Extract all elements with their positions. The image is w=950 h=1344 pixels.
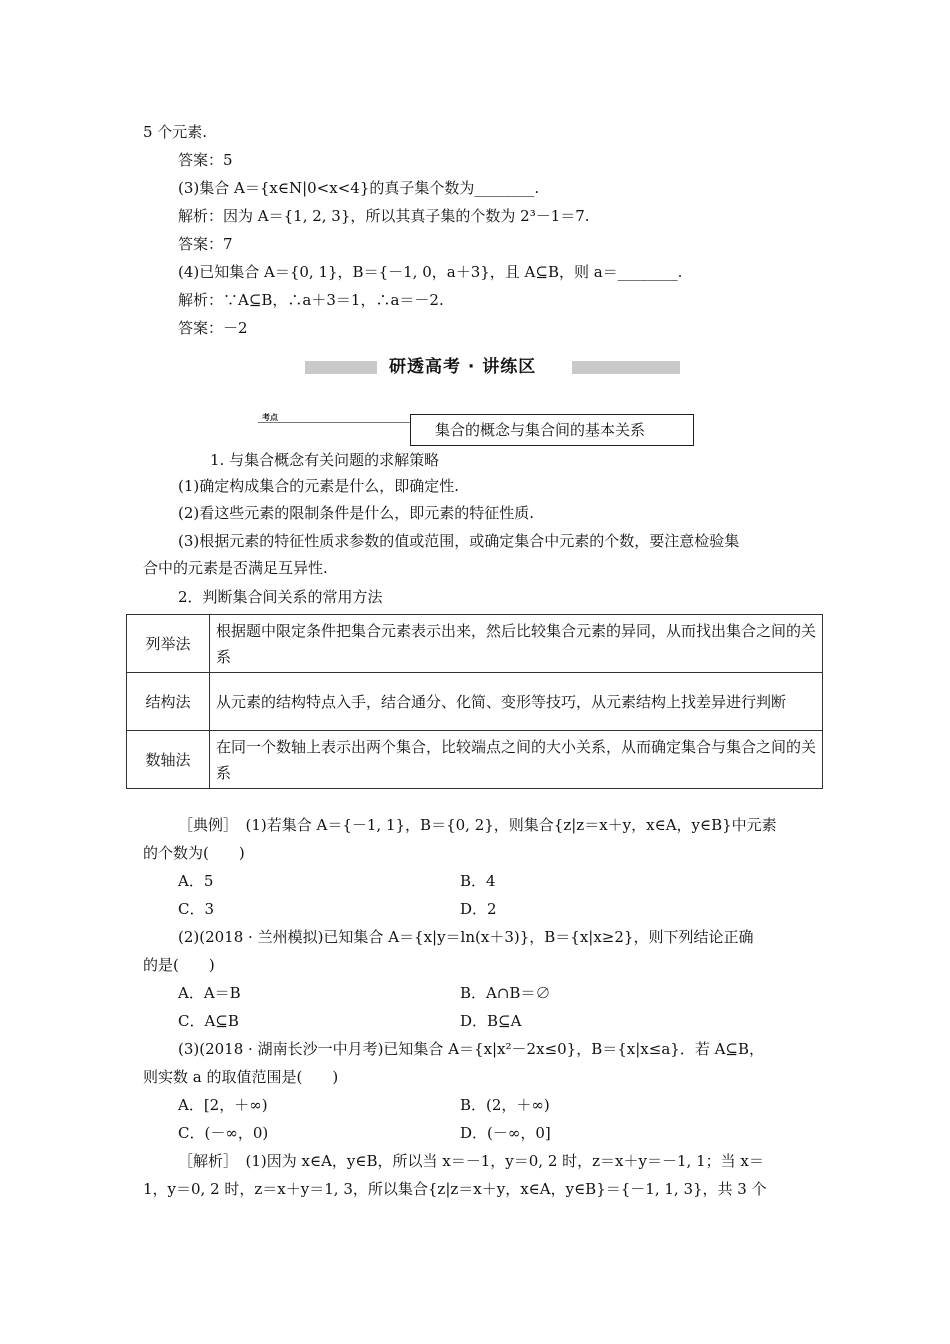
example-q3: (3)(2018 · 湖南长沙一中月考)已知集合 A＝{x|x²－2x≤0}，B＝{x|x≤a}．若 A⊆B， [178,1040,765,1058]
option: D．B⊆A [460,1012,522,1030]
topic-title-box [410,414,694,446]
analysis-line: 解析：∵A⊆B，∴a＋3＝1，∴a＝－2. [178,291,444,309]
table-row [127,731,823,789]
method-desc: 在同一个数轴上表示出两个集合，比较端点之间的大小关系，从而确定集合与集合之间的关系 [210,731,823,789]
section-banner [305,355,680,379]
methods-heading: 2．判断集合间关系的常用方法 [178,588,383,606]
banner-title: 研透高考 · 讲练区 [389,357,537,377]
option: C．3 [178,900,215,918]
example-q1: ［典例］ (1)若集合 A＝{－1, 1}，B＝{0, 2}，则集合{z|z＝x＋y，x∈A，y∈B}中元素 [178,816,777,834]
table-row [127,673,823,731]
banner-bar-right [572,361,680,374]
option: B．(2，＋∞) [460,1096,550,1114]
banner-bar-left [305,361,377,374]
question-4: (4)已知集合 A＝{0, 1}，B＝{－1, 0，a＋3}，且 A⊆B，则 a＝________. [178,263,683,281]
method-desc: 从元素的结构特点入手，结合通分、化简、变形等技巧，从元素结构上找差异进行判断 [210,673,823,731]
example-q2: (2)(2018 · 兰州模拟)已知集合 A＝{x|y＝ln(x＋3)}，B＝{x|x≥2}，则下列结论正确 [178,928,754,946]
strategy-heading: 1. 与集合概念有关问题的求解策略 [210,451,440,469]
example-q2-cont: 的是( ) [143,956,215,974]
option: B．4 [460,872,496,890]
topic-tag-line [258,422,410,423]
strategy-item-cont: 合中的元素是否满足互异性. [143,559,328,577]
strategy-item: (3)根据元素的特征性质求参数的值或范围，或确定集合中元素的个数，要注意检验集 [178,532,740,550]
option: D．(－∞，0] [460,1124,551,1142]
option: C．A⊆B [178,1012,239,1030]
option: A．[2，＋∞) [178,1096,268,1114]
text-line: 5 个元素. [143,123,208,141]
strategy-item: (1)确定构成集合的元素是什么，即确定性. [178,477,460,495]
solution-line: ［解析］ (1)因为 x∈A，y∈B，所以当 x＝－1，y＝0, 2 时，z＝x＋y＝－1, 1；当 x＝ [178,1152,764,1170]
question-3: (3)集合 A＝{x∈N|0<x<4}的真子集个数为________. [178,179,540,197]
answer-line: 答案：5 [178,151,233,169]
strategy-item: (2)看这些元素的限制条件是什么，即元素的特征性质. [178,504,535,522]
method-desc: 根据题中限定条件把集合元素表示出来，然后比较集合元素的异同，从而找出集合之间的关系 [210,615,823,673]
answer-line: 答案：7 [178,235,233,253]
option: B．A∩B＝∅ [460,984,551,1002]
method-name: 结构法 [127,673,210,731]
example-q3-cont: 则实数 a 的取值范围是( ) [143,1068,339,1086]
topic-header [258,414,694,446]
method-name: 列举法 [127,615,210,673]
answer-line: 答案：－2 [178,319,248,337]
topic-title: 集合的概念与集合间的基本关系 [435,421,646,439]
method-name: 数轴法 [127,731,210,789]
example-q1-cont: 的个数为( ) [143,844,245,862]
topic-tag: 考点 [262,413,278,422]
methods-table [126,614,823,789]
option: A．A＝B [178,984,241,1002]
option: C．(－∞，0) [178,1124,269,1142]
analysis-line: 解析：因为 A＝{1, 2, 3}，所以其真子集的个数为 2³－1＝7. [178,207,590,225]
solution-line: 1，y＝0, 2 时，z＝x＋y＝1, 3，所以集合{z|z＝x＋y，x∈A，y∈B}＝{－1, 1, 3}，共 3 个 [143,1180,767,1198]
option: D．2 [460,900,497,918]
table-row [127,615,823,673]
option: A．5 [178,872,214,890]
